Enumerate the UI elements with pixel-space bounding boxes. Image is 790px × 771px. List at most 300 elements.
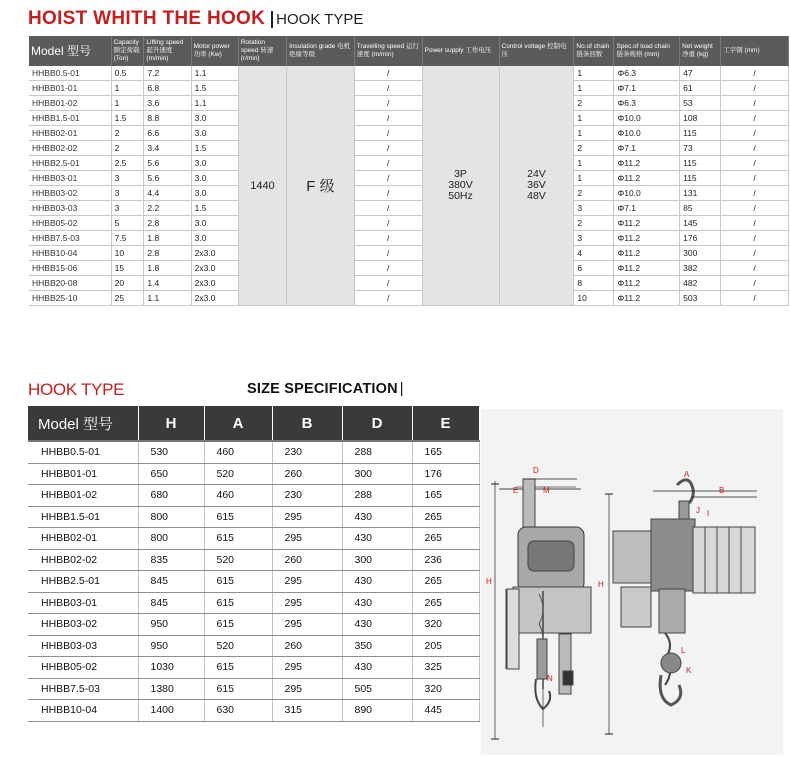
cell-model: HHBB01-02 [29,96,111,111]
cell-model: HHBB20-08 [29,276,111,291]
hoist-spec-row [29,156,789,171]
hoist-spec-row [29,291,789,306]
header-model: Model 型号 [29,36,111,66]
size-cell-d: 288 [342,485,412,507]
size-cell-d: 430 [342,657,412,679]
cell-power: 1.5 [191,141,238,156]
size-spec-row [28,614,479,636]
cell-falls: 2 [574,141,614,156]
cell-capacity: 1 [111,81,144,96]
size-cell-e: 445 [412,700,479,722]
cell-capacity: 3 [111,201,144,216]
size-cell-a: 630 [204,700,272,722]
header-lifting-speed: Lifting speed 起升速度 (m/min) [144,36,191,66]
cell-capacity: 10 [111,246,144,261]
cell-chain: Φ11.2 [614,276,680,291]
size-cell-h: 835 [138,549,204,571]
cell-weight: 115 [680,156,721,171]
size-header-e: E [412,406,479,441]
size-cell-b: 295 [272,528,342,550]
cell-beam: / [721,276,789,291]
label-i: I [707,509,710,518]
cell-capacity: 3 [111,171,144,186]
hoist-spec-row [29,126,789,141]
cell-weight: 503 [680,291,721,306]
size-cell-a: 615 [204,657,272,679]
size-spec-row [28,485,479,507]
cell-power: 3.0 [191,216,238,231]
cell-chain: Φ7.1 [614,141,680,156]
size-spec-row [28,441,479,463]
size-cell-d: 430 [342,571,412,593]
size-cell-b: 295 [272,571,342,593]
size-cell-model: HHBB2.5-01 [28,571,138,593]
size-cell-e: 176 [412,463,479,485]
size-cell-h: 950 [138,635,204,657]
cell-capacity: 1 [111,96,144,111]
size-header-h: H [138,406,204,441]
size-spec-row [28,571,479,593]
size-cell-d: 300 [342,463,412,485]
cell-model: HHBB03-03 [29,201,111,216]
merged-rotation-speed [238,66,286,306]
label-d: D [533,466,539,475]
size-cell-model: HHBB01-01 [28,463,138,485]
section2-title: HOOK TYPE [28,380,125,399]
size-cell-a: 615 [204,678,272,700]
cell-chain: Φ11.2 [614,261,680,276]
hoist-spec-header-row [29,36,789,66]
size-cell-h: 1380 [138,678,204,700]
size-cell-b: 230 [272,485,342,507]
header-i-beam: 工字钢 (mm) [721,36,789,66]
cell-falls: 6 [574,261,614,276]
section2-subtitle: SIZE SPECIFICATION [247,381,398,397]
cell-beam: / [721,291,789,306]
cell-lifting: 3.4 [144,141,191,156]
size-cell-e: 320 [412,678,479,700]
hoist-side-view [491,479,591,739]
size-cell-model: HHBB03-03 [28,635,138,657]
hoist-front-view [605,480,757,734]
cell-capacity: 2 [111,126,144,141]
cell-chain: Φ10.0 [614,111,680,126]
size-cell-e: 265 [412,528,479,550]
cell-weight: 482 [680,276,721,291]
size-cell-a: 615 [204,592,272,614]
cell-power: 1.5 [191,201,238,216]
size-spec-row [28,635,479,657]
size-spec-header-row [28,406,479,441]
header-power-supply: Power supply 工作电压 [422,36,499,66]
cell-weight: 47 [680,66,721,81]
cell-model: HHBB02-02 [29,141,111,156]
label-j: J [696,506,700,515]
cell-beam: / [721,186,789,201]
merged-power-supply [422,66,499,306]
cell-falls: 2 [574,216,614,231]
cell-falls: 1 [574,66,614,81]
size-cell-a: 615 [204,571,272,593]
size-cell-e: 205 [412,635,479,657]
cell-power: 3.0 [191,186,238,201]
size-cell-model: HHBB03-02 [28,614,138,636]
size-spec-table [28,406,480,722]
size-cell-model: HHBB0.5-01 [28,441,138,463]
rotation-speed-value: 1440 [250,179,275,192]
size-cell-d: 288 [342,441,412,463]
cell-travel: / [354,81,422,96]
size-cell-h: 845 [138,592,204,614]
cell-weight: 176 [680,231,721,246]
cell-lifting: 2.8 [144,216,191,231]
cell-model: HHBB03-02 [29,186,111,201]
cell-chain: Φ10.0 [614,126,680,141]
label-e: E [513,486,519,495]
hoist-spec-row [29,171,789,186]
cell-travel: / [354,201,422,216]
size-cell-e: 265 [412,571,479,593]
size-cell-a: 520 [204,463,272,485]
size-cell-a: 615 [204,614,272,636]
cell-power: 2x3.0 [191,261,238,276]
header-chain-spec: Spec.of load chain 链条规格 (mm) [614,36,680,66]
size-spec-row [28,592,479,614]
hoist-spec-row [29,201,789,216]
cell-falls: 1 [574,111,614,126]
size-cell-a: 520 [204,549,272,571]
size-cell-e: 165 [412,441,479,463]
cell-lifting: 5.6 [144,171,191,186]
cell-beam: / [721,216,789,231]
cell-power: 2x3.0 [191,246,238,261]
cell-model: HHBB05-02 [29,216,111,231]
cell-beam: / [721,156,789,171]
cell-beam: / [721,96,789,111]
cell-falls: 2 [574,186,614,201]
section1-title: HOIST WHITH THE HOOK [28,8,266,29]
cell-capacity: 20 [111,276,144,291]
size-cell-b: 230 [272,441,342,463]
header-insulation: Insulation grade 电机绝缘等级 [287,36,355,66]
label-k: K [686,666,692,675]
cell-falls: 1 [574,171,614,186]
size-cell-a: 615 [204,506,272,528]
cell-weight: 382 [680,261,721,276]
cell-model: HHBB2.5-01 [29,156,111,171]
hoist-drawing [481,409,783,755]
cell-chain: Φ6.3 [614,96,680,111]
cell-chain: Φ11.2 [614,171,680,186]
merged-power-supply-line: 50Hz [448,190,473,202]
size-cell-model: HHBB02-02 [28,549,138,571]
header-rotation-speed: Rotation speed 转速 (r/min) [238,36,286,66]
size-spec-row [28,463,479,485]
size-header-b: B [272,406,342,441]
cell-beam: / [721,141,789,156]
label-h-left: H [486,577,492,586]
hoist-spec-table [29,36,789,306]
size-cell-d: 300 [342,549,412,571]
cell-power: 1.5 [191,81,238,96]
size-cell-b: 295 [272,657,342,679]
hoist-spec-row [29,231,789,246]
cell-travel: / [354,156,422,171]
cell-chain: Φ11.2 [614,291,680,306]
size-spec-row [28,678,479,700]
cell-model: HHBB02-01 [29,126,111,141]
size-cell-d: 350 [342,635,412,657]
header-net-weight: Net weight 净重 (kg) [680,36,721,66]
cell-falls: 3 [574,201,614,216]
cell-chain: Φ6.3 [614,66,680,81]
cell-lifting: 6.6 [144,126,191,141]
cell-chain: Φ7.1 [614,81,680,96]
cell-power: 3.0 [191,171,238,186]
cell-model: HHBB15-06 [29,261,111,276]
size-cell-d: 430 [342,592,412,614]
merged-control-voltage-line: 36V [527,179,546,191]
section2-subtitle-wrap [247,381,404,397]
cell-capacity: 0.5 [111,66,144,81]
cell-travel: / [354,276,422,291]
cell-beam: / [721,126,789,141]
size-cell-h: 530 [138,441,204,463]
cell-capacity: 2 [111,141,144,156]
cell-beam: / [721,261,789,276]
size-cell-b: 260 [272,463,342,485]
cell-lifting: 7.2 [144,66,191,81]
cell-weight: 108 [680,111,721,126]
section2-subtitle-bar: | [399,381,404,397]
size-cell-model: HHBB01-02 [28,485,138,507]
cell-model: HHBB25-10 [29,291,111,306]
merged-insulation [287,66,355,306]
cell-weight: 115 [680,126,721,141]
cell-power: 3.0 [191,231,238,246]
cell-lifting: 1.8 [144,261,191,276]
hoist-spec-row [29,81,789,96]
cell-capacity: 2.5 [111,156,144,171]
merged-power-supply-line: 380V [448,179,473,191]
hoist-dimension-diagram [481,409,783,755]
size-spec-row [28,657,479,679]
label-a: A [684,470,690,479]
size-cell-h: 1400 [138,700,204,722]
cell-chain: Φ11.2 [614,156,680,171]
cell-travel: / [354,171,422,186]
cell-model: HHBB0.5-01 [29,66,111,81]
cell-travel: / [354,111,422,126]
size-spec-row [28,549,479,571]
size-cell-d: 430 [342,506,412,528]
header-chain-falls: No.of chain 链条回数 [574,36,614,66]
size-cell-e: 236 [412,549,479,571]
size-cell-e: 265 [412,506,479,528]
cell-beam: / [721,171,789,186]
size-cell-d: 505 [342,678,412,700]
cell-model: HHBB01-01 [29,81,111,96]
cell-lifting: 5.6 [144,156,191,171]
size-spec-row [28,700,479,722]
cell-travel: / [354,231,422,246]
size-header-d: D [342,406,412,441]
cell-travel: / [354,186,422,201]
cell-lifting: 2.2 [144,201,191,216]
label-h-right: H [598,580,604,589]
size-cell-model: HHBB05-02 [28,657,138,679]
size-cell-model: HHBB02-01 [28,528,138,550]
size-cell-b: 260 [272,635,342,657]
hoist-spec-row [29,111,789,126]
cell-travel: / [354,246,422,261]
hoist-spec-row [29,246,789,261]
size-cell-d: 890 [342,700,412,722]
cell-chain: Φ11.2 [614,216,680,231]
size-cell-a: 460 [204,485,272,507]
cell-lifting: 1.8 [144,231,191,246]
cell-power: 1.1 [191,96,238,111]
cell-lifting: 1.4 [144,276,191,291]
cell-power: 3.0 [191,156,238,171]
cell-weight: 61 [680,81,721,96]
merged-control-voltage [499,66,574,306]
size-cell-h: 1030 [138,657,204,679]
cell-weight: 300 [680,246,721,261]
size-cell-h: 800 [138,528,204,550]
cell-beam: / [721,246,789,261]
cell-weight: 115 [680,171,721,186]
cell-beam: / [721,231,789,246]
cell-travel: / [354,66,422,81]
hoist-spec-row [29,186,789,201]
size-cell-b: 295 [272,678,342,700]
size-cell-h: 800 [138,506,204,528]
cell-weight: 131 [680,186,721,201]
header-motor-power: Motor power 功率 (Kw) [191,36,238,66]
size-cell-h: 680 [138,485,204,507]
size-cell-model: HHBB03-01 [28,592,138,614]
cell-capacity: 1.5 [111,111,144,126]
label-n: N [547,674,553,683]
size-spec-row [28,528,479,550]
cell-weight: 73 [680,141,721,156]
size-spec-row [28,506,479,528]
cell-lifting: 1.1 [144,291,191,306]
cell-falls: 1 [574,156,614,171]
cell-chain: Φ11.2 [614,246,680,261]
cell-model: HHBB10-04 [29,246,111,261]
cell-model: HHBB7.5-03 [29,231,111,246]
cell-capacity: 5 [111,216,144,231]
label-b: B [719,486,725,495]
size-cell-d: 430 [342,528,412,550]
size-cell-model: HHBB1.5-01 [28,506,138,528]
cell-power: 3.0 [191,126,238,141]
cell-falls: 10 [574,291,614,306]
size-cell-model: HHBB7.5-03 [28,678,138,700]
cell-weight: 145 [680,216,721,231]
cell-falls: 1 [574,81,614,96]
label-m: M [543,486,550,495]
cell-capacity: 15 [111,261,144,276]
size-cell-h: 950 [138,614,204,636]
cell-power: 3.0 [191,111,238,126]
size-cell-a: 460 [204,441,272,463]
hoist-spec-row [29,141,789,156]
cell-chain: Φ10.0 [614,186,680,201]
merged-power-supply-line: 3P [454,168,467,180]
cell-chain: Φ7.1 [614,201,680,216]
cell-lifting: 8.8 [144,111,191,126]
insulation-value: F 级 [306,178,335,195]
size-header-model: Model 型号 [28,406,138,441]
header-travelling-speed: Travelling speed 运行速度 (m/min) [354,36,422,66]
cell-falls: 3 [574,231,614,246]
size-cell-b: 260 [272,549,342,571]
cell-beam: / [721,111,789,126]
size-cell-b: 295 [272,506,342,528]
cell-travel: / [354,261,422,276]
size-header-a: A [204,406,272,441]
cell-model: HHBB1.5-01 [29,111,111,126]
cell-travel: / [354,96,422,111]
cell-travel: / [354,141,422,156]
cell-chain: Φ11.2 [614,231,680,246]
size-cell-e: 165 [412,485,479,507]
hoist-spec-row [29,261,789,276]
cell-falls: 2 [574,96,614,111]
cell-weight: 53 [680,96,721,111]
hoist-spec-row [29,216,789,231]
cell-capacity: 25 [111,291,144,306]
size-cell-a: 615 [204,528,272,550]
size-cell-h: 650 [138,463,204,485]
hoist-spec-row [29,66,789,81]
size-cell-d: 430 [342,614,412,636]
hoist-spec-row [29,276,789,291]
cell-model: HHBB03-01 [29,171,111,186]
cell-falls: 1 [574,126,614,141]
cell-beam: / [721,66,789,81]
size-cell-e: 265 [412,592,479,614]
cell-lifting: 6.8 [144,81,191,96]
size-cell-b: 315 [272,700,342,722]
size-cell-b: 295 [272,614,342,636]
cell-lifting: 3.6 [144,96,191,111]
cell-power: 2x3.0 [191,276,238,291]
hoist-spec-row [29,96,789,111]
section1-heading [28,8,363,32]
header-control-voltage: Control voltage 控制电压 [499,36,574,66]
cell-beam: / [721,201,789,216]
size-cell-model: HHBB10-04 [28,700,138,722]
cell-power: 1.1 [191,66,238,81]
cell-lifting: 4.4 [144,186,191,201]
cell-lifting: 2.8 [144,246,191,261]
size-cell-e: 325 [412,657,479,679]
size-cell-a: 520 [204,635,272,657]
size-cell-h: 845 [138,571,204,593]
label-l: L [681,646,686,655]
cell-falls: 8 [574,276,614,291]
size-cell-e: 320 [412,614,479,636]
cell-capacity: 7.5 [111,231,144,246]
header-capacity: Capacity 额定荷载 (Ton) [111,36,144,66]
cell-capacity: 3 [111,186,144,201]
cell-travel: / [354,126,422,141]
cell-travel: / [354,291,422,306]
